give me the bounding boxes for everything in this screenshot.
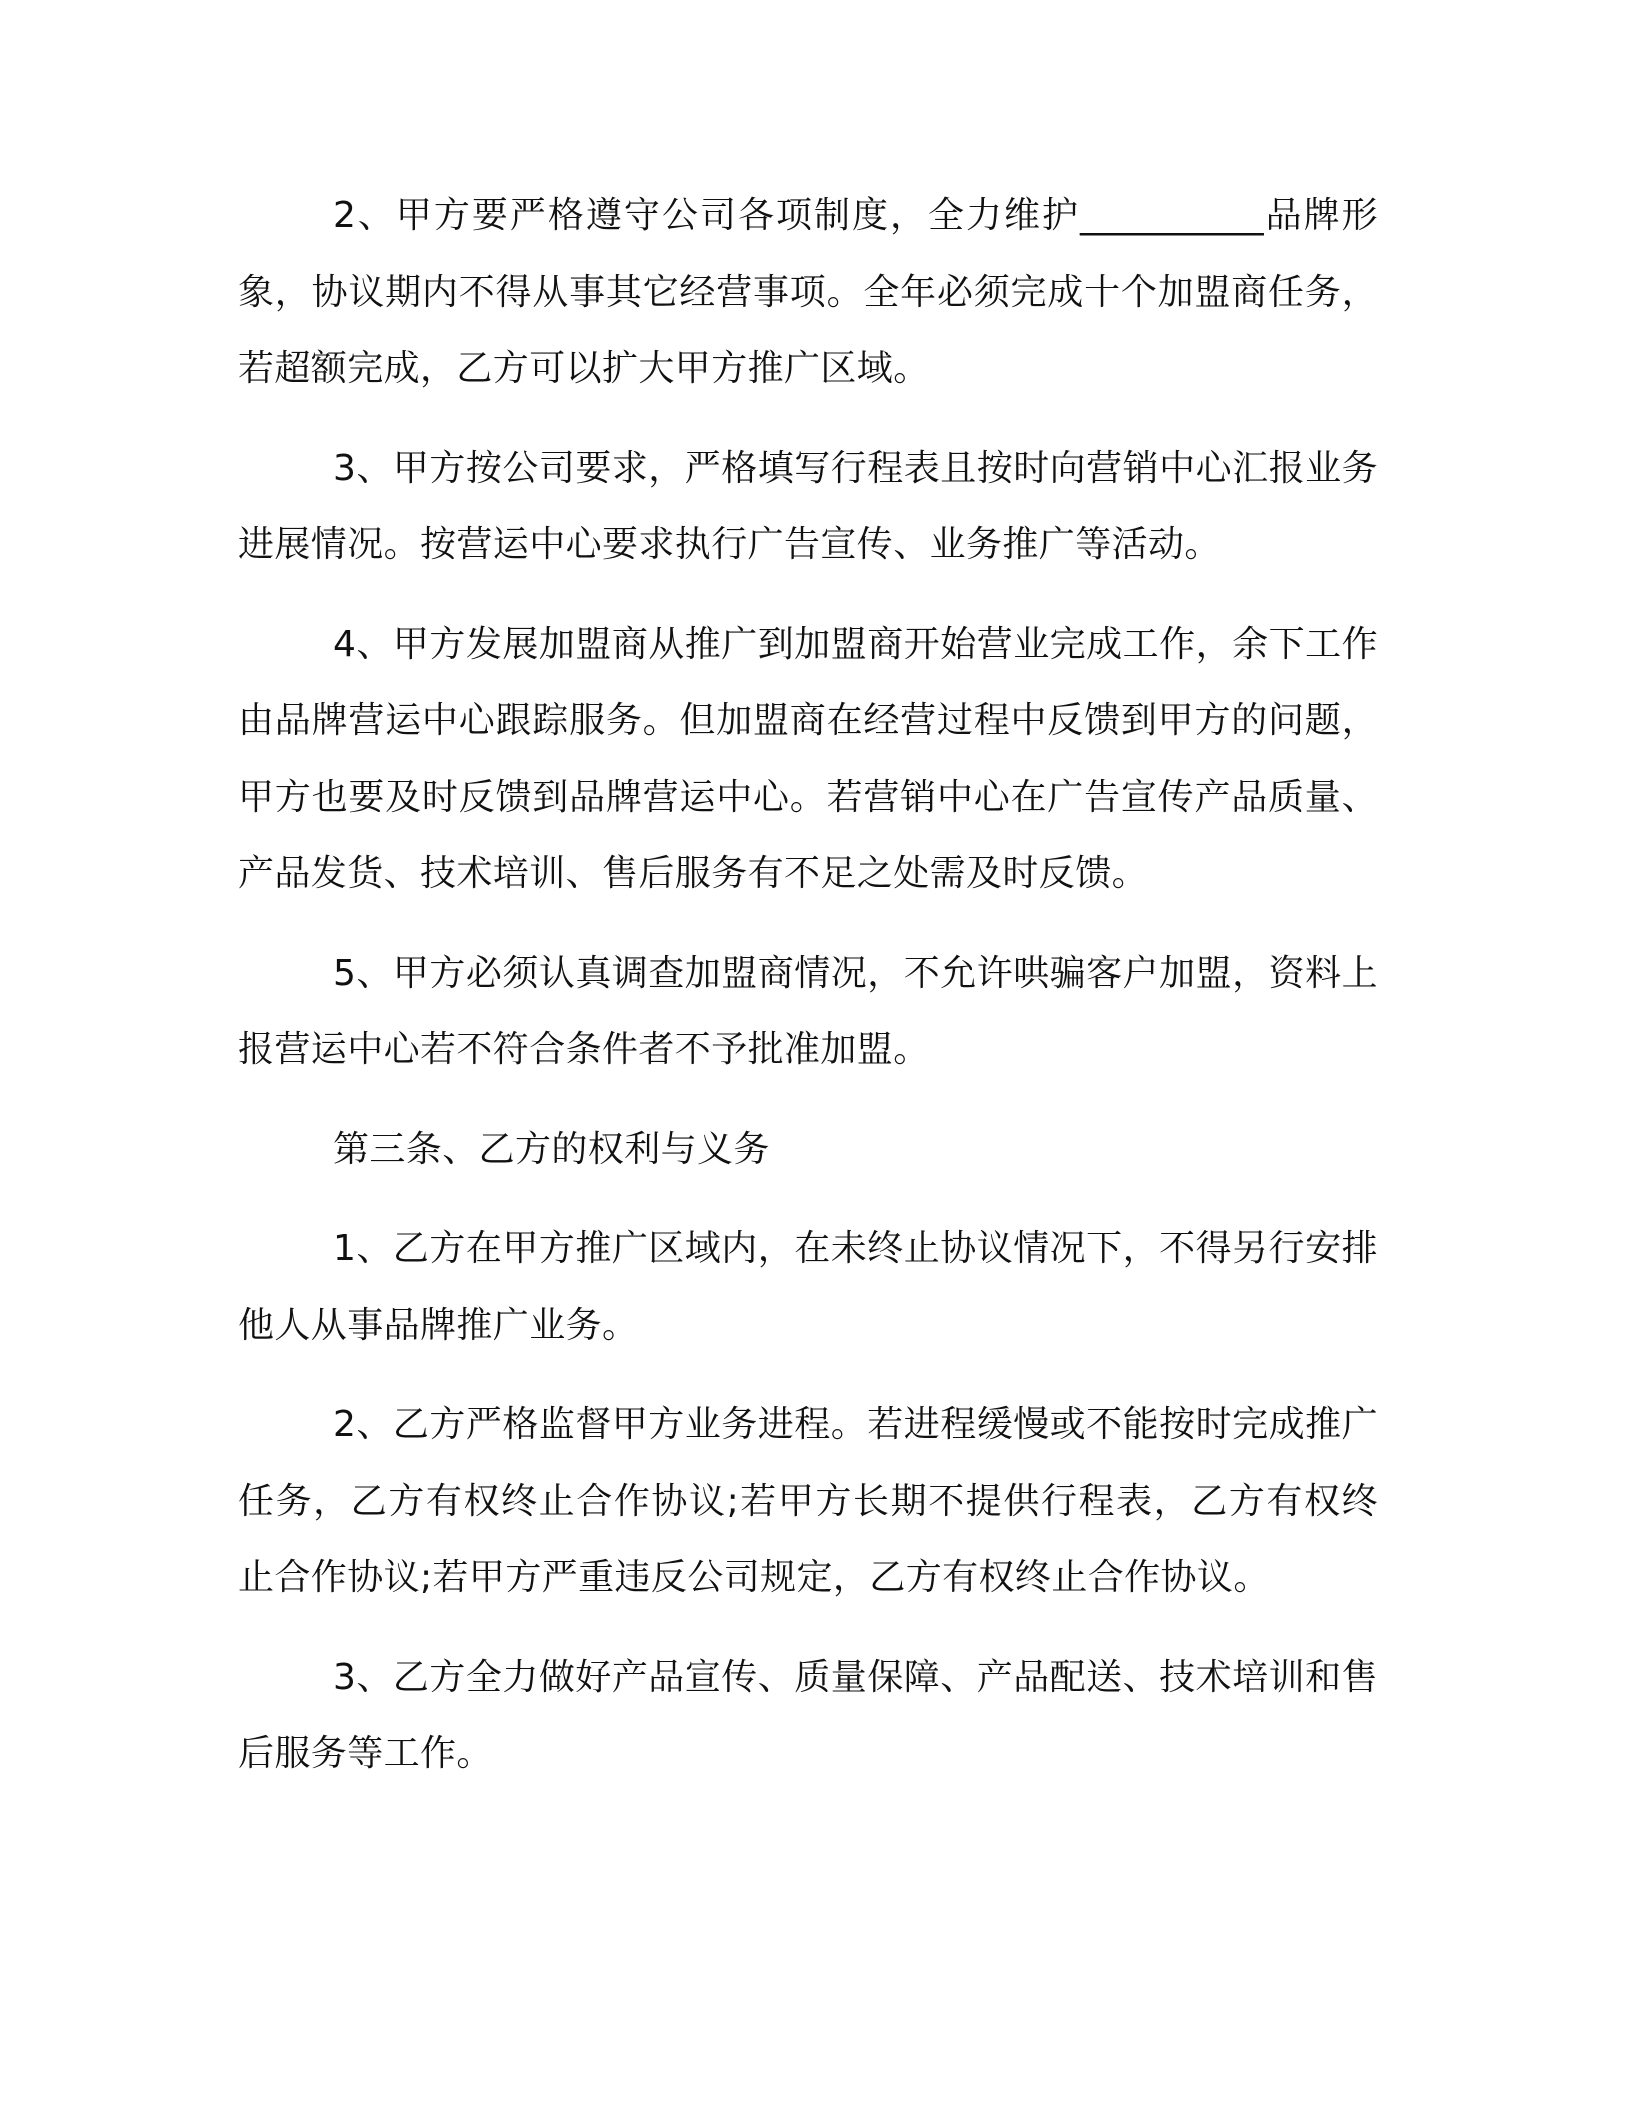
clause-5-party-a-investigation: 5、甲方必须认真调查加盟商情况，不允许哄骗客户加盟，资料上报营运中心若不符合条件者不予批准加盟。 [238, 952, 1378, 1070]
document-body [238, 178, 1378, 1816]
clause-3-party-a-reporting: 3、甲方按公司要求，严格填写行程表且按时向营销中心汇报业务进展情况。按营运中心要求执行广告宣传、业务推广等活动。 [238, 447, 1378, 565]
clause-2-party-b-supervision: 2、乙方严格监督甲方业务进程。若进程缓慢或不能按时完成推广任务，乙方有权终止合作协议;若甲方长期不提供行程表，乙方有权终止合作协议;若甲方严重违反公司规定，乙方有权终止合作协议。 [238, 1404, 1378, 1598]
clause-3-party-b-support: 3、乙方全力做好产品宣传、质量保障、产品配送、技术培训和售后服务等工作。 [238, 1656, 1378, 1774]
clause-1-party-b-exclusivity: 1、乙方在甲方推广区域内，在未终止协议情况下，不得另行安排他人从事品牌推广业务。 [238, 1228, 1378, 1346]
clause-4-party-a-franchise-development: 4、甲方发展加盟商从推广到加盟商开始营业完成工作，余下工作由品牌营运中心跟踪服务。但加盟商在经营过程中反馈到甲方的问题，甲方也要及时反馈到品牌营运中心。若营销中心在广告宣传产品质量、产品发货、技术培训、售后服务有不足之处需及时反馈。 [238, 623, 1378, 894]
clause-2-party-a-obligations: 2、甲方要严格遵守公司各项制度，全力维护__________品牌形象，协议期内不得从事其它经营事项。全年必须完成十个加盟商任务，若超额完成，乙方可以扩大甲方推广区域。 [238, 195, 1378, 389]
article-3-heading: 第三条、乙方的权利与义务 [333, 1128, 770, 1170]
